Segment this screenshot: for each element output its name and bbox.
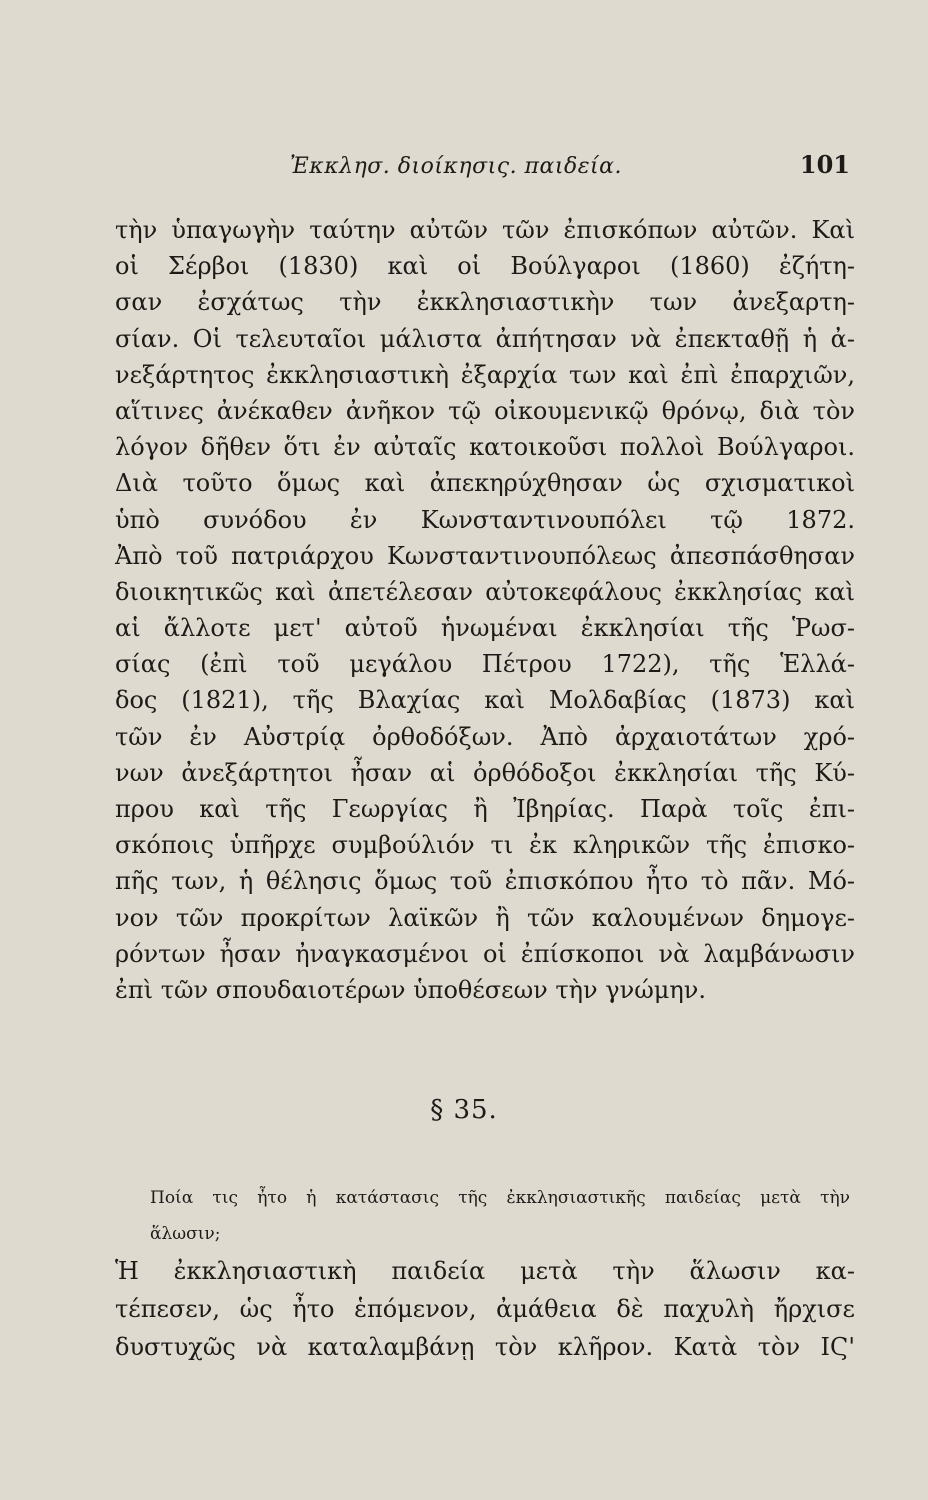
question-paragraph — [150, 1180, 850, 1252]
main-paragraph — [115, 212, 855, 1008]
text-line: δος (1821), τῆς Βλαχίας καὶ Μολδαβίας (1873) καὶ — [115, 686, 855, 715]
text-line: λόγον δῆθεν ὅτι ἐν αὐταῖς κατοικοῦσι πολλοὶ Βούλγαροι. — [115, 433, 855, 462]
page-header — [290, 150, 850, 190]
text-line: οἱ Σέρβοι (1830) καὶ οἱ Βούλγαροι (1860) ἐζήτη- — [115, 252, 855, 281]
text-line: σαν ἐσχάτως τὴν ἐκκλησιαστικὴν των ἀνεξαρτη- — [115, 288, 855, 317]
text-line: σίαν. Οἱ τελευταῖοι μάλιστα ἀπήτησαν νὰ ἐπεκταθῇ ἡ ἀ- — [115, 324, 855, 353]
text-line: σκόποις ὑπῆρχε συμβούλιόν τι ἐκ κληρικῶν τῆς ἐπισκο- — [115, 831, 855, 860]
text-line: νων ἀνεξάρτητοι ἦσαν αἱ ὀρθόδοξοι ἐκκλησίαι τῆς Κύ- — [115, 758, 855, 787]
answer-line: τέπεσεν, ὡς ἦτο ἑπόμενον, ἀμάθεια δὲ παχυλὴ ἤρχισε — [115, 1295, 855, 1323]
text-line: πρου καὶ τῆς Γεωργίας ἢ Ἰβηρίας. Παρὰ τοῖς ἐπι- — [115, 795, 855, 823]
text-line: διοικητικῶς καὶ ἀπετέλεσαν αὐτοκεφάλους ἐκκλησίας καὶ — [115, 577, 855, 606]
text-line: Ἀπὸ τοῦ πατριάρχου Κωνσταντινουπόλεως ἀπεσπάσθησαν — [115, 541, 855, 570]
text-line: Διὰ τοῦτο ὅμως καὶ ἀπεκηρύχθησαν ὡς σχισματικοὶ — [115, 469, 855, 498]
page-number: 101 — [799, 150, 850, 179]
text-line: ἐπὶ τῶν σπουδαιοτέρων ὑποθέσεων τὴν γνώμην. — [115, 975, 706, 1004]
text-line: ρόντων ἦσαν ἠναγκασμένοι οἱ ἐπίσκοποι νὰ λαμβάνωσιν — [115, 939, 855, 968]
text-line: πῆς των, ἡ θέλησις ὅμως τοῦ ἐπισκόπου ἦτο τὸ πᾶν. Μό- — [115, 867, 855, 896]
running-head: Ἐκκλησ. διοίκησις. παιδεία. — [290, 154, 623, 179]
section-heading: § 35. — [430, 1095, 498, 1125]
text-line: αἱ ἄλλοτε μετ' αὐτοῦ ἡνωμέναι ἐκκλησίαι τῆς Ῥωσ- — [115, 614, 855, 643]
text-line: ὑπὸ συνόδου ἐν Κωνσταντινουπόλει τῷ 1872. — [115, 505, 855, 534]
text-line: νον τῶν προκρίτων λαϊκῶν ἢ τῶν καλουμένων δημογε- — [115, 903, 855, 932]
question-line: ἅλωσιν; — [150, 1224, 221, 1244]
answer-paragraph — [115, 1252, 855, 1366]
text-line: τῶν ἐν Αὐστρίᾳ ὀρθοδόξων. Ἀπὸ ἀρχαιοτάτων χρό- — [115, 722, 855, 751]
text-line: τὴν ὑπαγωγὴν ταύτην αὐτῶν τῶν ἐπισκόπων αὐτῶν. Καὶ — [115, 216, 855, 244]
answer-line: δυστυχῶς νὰ καταλαμβάνῃ τὸν κλῆρον. Κατὰ τὸν ΙϚ' — [115, 1333, 855, 1361]
text-line: αἵτινες ἀνέκαθεν ἀνῆκον τῷ οἰκουμενικῷ θρόνῳ, διὰ τὸν — [115, 396, 855, 425]
answer-line: Ἡ ἐκκλησιαστικὴ παιδεία μετὰ τὴν ἅλωσιν κα- — [115, 1257, 855, 1285]
question-line: Ποία τις ἦτο ἡ κατάστασις τῆς ἐκκλησιαστικῆς παιδείας μετὰ τὴν — [150, 1188, 850, 1208]
text-line: σίας (ἐπὶ τοῦ μεγάλου Πέτρου 1722), τῆς Ἑλλά- — [115, 650, 855, 679]
text-line: νεξάρτητος ἐκκλησιαστικὴ ἐξαρχία των καὶ ἐπὶ ἐπαρχιῶν, — [115, 360, 855, 389]
